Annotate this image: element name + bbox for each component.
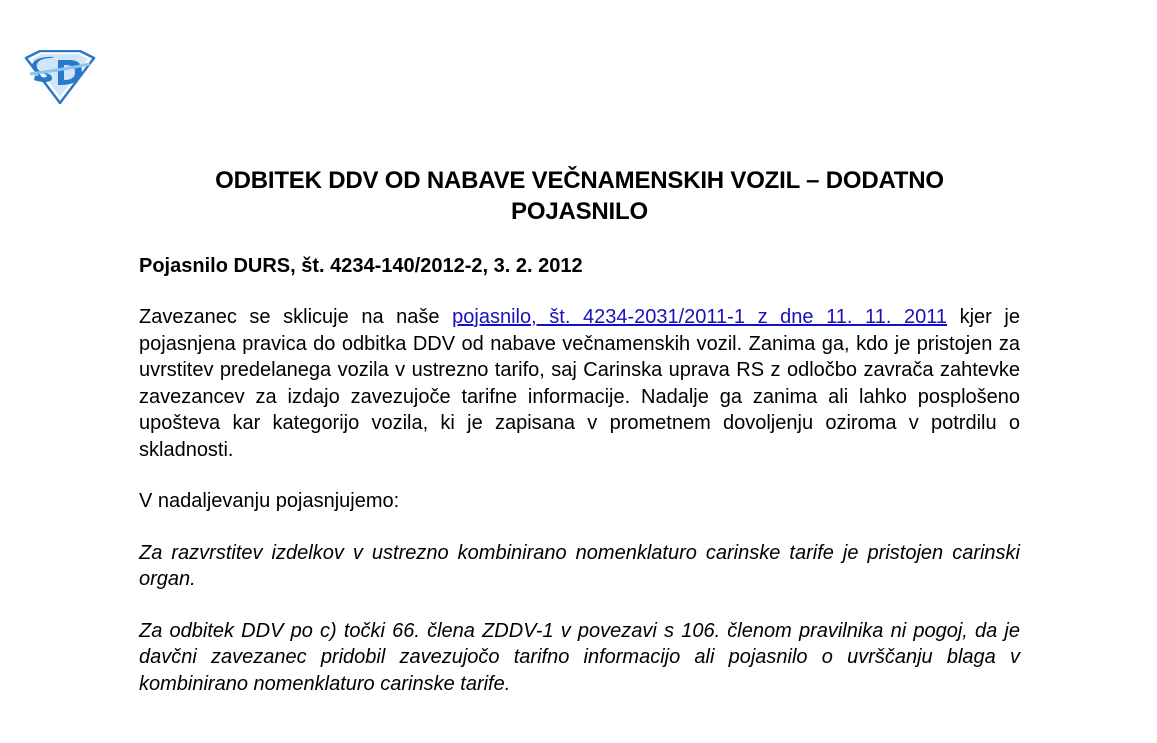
paragraph-1 — [139, 304, 1020, 463]
title-line-2: POJASNILO — [511, 198, 648, 225]
document-title — [139, 165, 1020, 227]
paragraph-1-rest: kjer je pojasnjena pravica do odbitka DDV od nabave večnamenskih vozil. Zanima ga, kdo je pristojen za uvrstitev predelanega vozila v ustrezno tarifo, saj Carinska uprava RS z odločbo zavrača zahtevke zavezancev za izdajo zavezujoče tarifne informacije. Nadalje ga zanima ali lahko posplošeno upošteva kar kategorijo vozila, ki je zapisana v prometnem dovoljenju oziroma v potrdilu o skladnosti. — [139, 306, 1020, 461]
title-line-1: ODBITEK DDV OD NABAVE VEČNAMENSKIH VOZIL – DODATNO — [215, 167, 944, 194]
paragraph-1-intro: Zavezanec se sklicuje na naše — [139, 306, 453, 328]
reference-line: Pojasnilo DURS, št. 4234-140/2012-2, 3. 2. 2012 — [139, 255, 583, 277]
document-body — [139, 165, 1020, 697]
durs-logo — [22, 50, 96, 104]
reference-link[interactable]: pojasnilo, št. 4234-2031/2011-1 z dne 11. 11. 2011 — [452, 306, 947, 328]
durs-logo-icon — [22, 50, 96, 104]
paragraph-4: Za odbitek DDV po c) točki 66. člena ZDDV-1 v povezavi s 106. členom pravilnika ni pogoj, da je davčni zavezanec pridobil zavezujočo tarifno informacijo ali pojasnilo o uvrščanju blaga v kombinirano nomenklaturo carinske tarife. — [139, 619, 1020, 695]
paragraph-3: Za razvrstitev izdelkov v ustrezno kombinirano nomenklaturo carinske tarife je pristojen carinski organ. — [139, 541, 1020, 590]
paragraph-2: V nadaljevanju pojasnjujemo: — [139, 490, 400, 512]
